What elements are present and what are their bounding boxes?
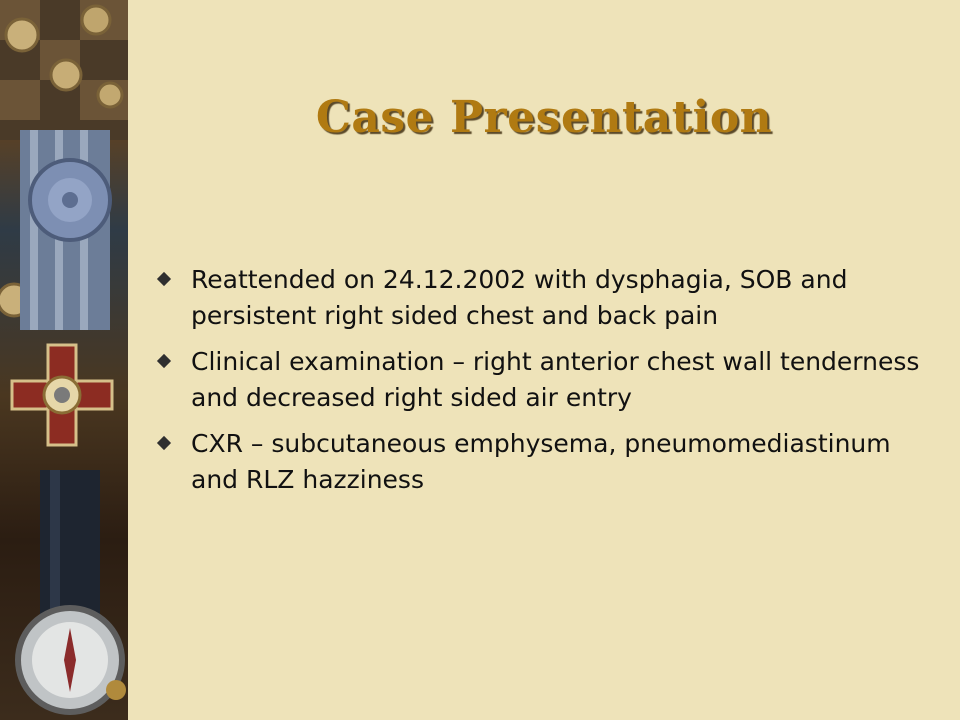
bullet-text: Clinical examination – right anterior chest wall tenderness and decreased right sided air entry (191, 347, 920, 412)
bullet-text: CXR – subcutaneous emphysema, pneumomediastinum and RLZ hazziness (191, 429, 891, 494)
bullet-item (155, 426, 935, 498)
diamond-bullet-icon (157, 354, 171, 368)
slide-title: Case Presentation (315, 92, 773, 143)
decorative-medal-image (0, 0, 128, 720)
bullet-list (155, 262, 935, 508)
bullet-text: Reattended on 24.12.2002 with dysphagia, SOB and persistent right sided chest and back pain (191, 265, 848, 330)
bullet-item (155, 344, 935, 416)
bullet-item (155, 262, 935, 334)
diamond-bullet-icon (157, 436, 171, 450)
diamond-bullet-icon (157, 272, 171, 286)
